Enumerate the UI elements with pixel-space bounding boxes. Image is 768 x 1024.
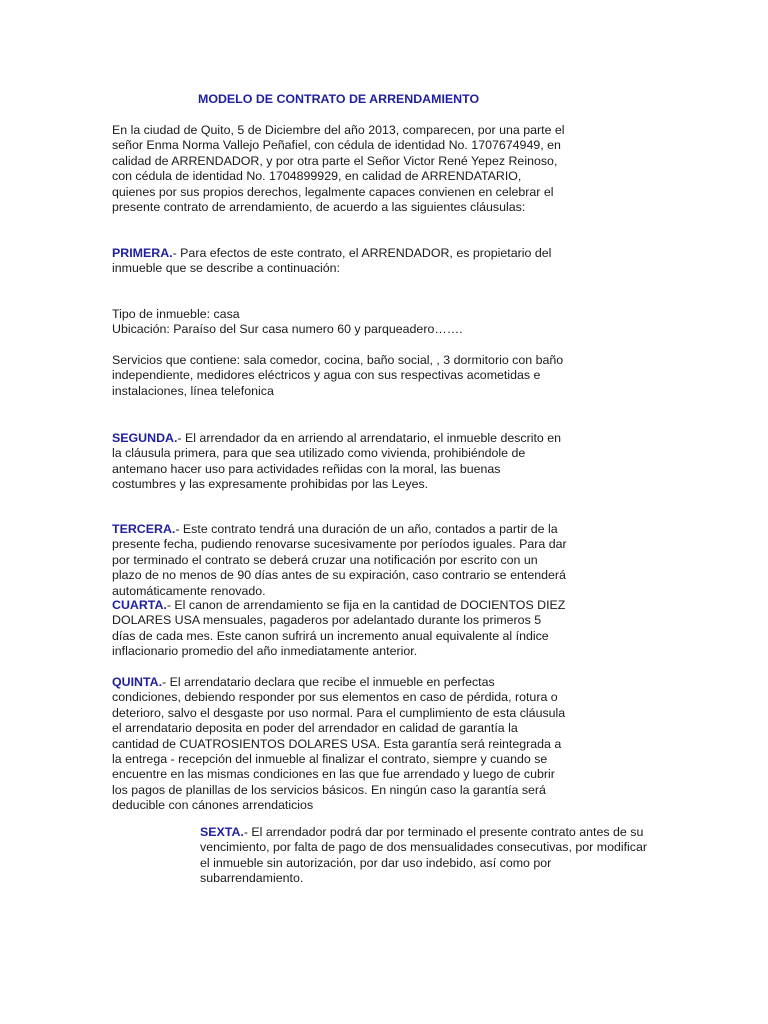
clause-quinta <box>112 675 565 814</box>
services-line: independiente, medidores eléctricos y agua con sus respectivas acometidas e <box>112 368 541 383</box>
clause-line: costumbres y las expresamente prohibidas por las Leyes. <box>112 477 429 492</box>
clause-line: subarrendamiento. <box>200 871 304 886</box>
clause-text: - El arrendador podrá dar por terminado el presente contrato antes de su <box>243 825 644 839</box>
clause-line: por terminado el contrato se deberá cruzar una notificación por escrito con un <box>112 552 538 567</box>
document-title: MODELO DE CONTRATO DE ARRENDAMIENTO <box>198 92 480 106</box>
clause-line: presente fecha, pudiendo renovarse sucesivamente por períodos iguales. Para dar <box>112 537 567 552</box>
clause-line: inmueble que se describe a continuación: <box>112 261 340 276</box>
clause-line: días de cada mes. Este canon sufrirá un incremento anual equivalente al índice <box>112 628 549 643</box>
clause-text: - El arrendador da en arriendo al arrendatario, el inmueble descrito en <box>177 431 562 445</box>
clause-line: la cláusula primera, para que sea utilizado como vivienda, prohibiéndole de <box>112 446 526 461</box>
clause-line: la entrega - recepción del inmueble al finalizar el contrato, siempre y cuando se <box>112 752 548 767</box>
clause-line: vencimiento, por falta de pago de dos mensualidades consecutivas, por modificar <box>200 840 648 855</box>
property-details <box>112 307 463 338</box>
clause-line: encuentre en las mismas condiciones en las que fue arrendado y luego de cubrir <box>112 767 555 782</box>
clause-line: DOLARES USA mensuales, pagaderos por adelantado durante los primeros 5 <box>112 613 542 628</box>
clause-text: - El arrendatario declara que recibe el inmueble en perfectas <box>162 675 495 689</box>
clause-line: automáticamente renovado. <box>112 583 266 598</box>
clause-line: plazo de no menos de 90 días antes de su expiración, caso contrario se entenderá <box>112 568 566 583</box>
intro-line: En la ciudad de Quito, 5 de Diciembre del año 2013, comparecen, por una parte el <box>112 123 565 137</box>
property-services <box>112 353 563 399</box>
clause-line: inflacionario promedio del año inmediatamente anterior. <box>112 644 418 659</box>
clause-heading: CUARTA. <box>112 598 167 612</box>
clause-primera <box>112 246 551 277</box>
clause-line: deducible con cánones arrendaticios <box>112 798 314 813</box>
clause-segunda <box>112 431 561 493</box>
clause-heading: PRIMERA. <box>112 246 173 260</box>
clause-line: condiciones, debiendo responder por sus elementos en caso de pérdida, rotura o <box>112 690 558 705</box>
clause-first-line <box>112 675 565 690</box>
clause-line: el arrendatario deposita en poder del arrendador en calidad de garantía la <box>112 721 518 736</box>
clause-line: deterioro, salvo el desgaste por uso normal. Para el cumplimiento de esta cláusula <box>112 705 566 720</box>
clause-line: cantidad de CUATROSIENTOS DOLARES USA. Esta garantía será reintegrada a <box>112 736 562 751</box>
property-type-line: Tipo de inmueble: casa <box>112 307 240 321</box>
clause-heading: TERCERA. <box>112 522 176 536</box>
clause-line: el inmueble sin autorización, por dar uso indebido, así como por <box>200 855 552 870</box>
clause-tercera <box>112 522 567 599</box>
clause-first-line <box>112 431 561 446</box>
clause-heading: QUINTA. <box>112 675 163 689</box>
clause-first-line <box>112 598 565 613</box>
intro-line: presente contrato de arrendamiento, de acuerdo a las siguientes cláusulas: <box>112 200 526 215</box>
intro-line: calidad de ARRENDADOR, y por otra parte el Señor Victor René Yepez Reinoso, <box>112 153 558 168</box>
clause-line: los pagos de planillas de los servicios básicos. En ningún caso la garantía será <box>112 782 546 797</box>
services-line: instalaciones, línea telefonica <box>112 383 274 398</box>
clause-text: - Este contrato tendrá una duración de un año, contados a partir de la <box>175 522 558 536</box>
intro-line: con cédula de identidad No. 1704899929, en calidad de ARRENDATARIO, <box>112 169 522 184</box>
clause-first-line <box>112 522 567 537</box>
clause-sexta <box>200 825 647 887</box>
clause-heading: SEGUNDA. <box>112 431 178 445</box>
intro-line: quienes por sus propios derechos, legalmente capaces convienen en celebrar el <box>112 184 554 199</box>
intro-line: señor Enma Norma Vallejo Peñafiel, con cédula de identidad No. 1707674949, en <box>112 138 561 153</box>
clause-cuarta <box>112 598 565 660</box>
services-line: Servicios que contiene: sala comedor, cocina, baño social, , 3 dormitorio con baño <box>112 353 564 367</box>
clause-heading: SEXTA. <box>200 825 244 839</box>
clause-first-line <box>112 246 551 261</box>
clause-text: - El canon de arrendamiento se fija en la cantidad de DOCIENTOS DIEZ <box>166 598 566 612</box>
intro-paragraph <box>112 123 565 215</box>
property-location-line: Ubicación: Paraíso del Sur casa numero 60 y parqueadero……. <box>112 322 463 337</box>
clause-text: - Para efectos de este contrato, el ARRENDADOR, es propietario del <box>172 246 552 260</box>
clause-line: antemano hacer uso para actividades reñidas con la moral, las buenas <box>112 461 501 476</box>
clause-first-line <box>200 825 647 840</box>
